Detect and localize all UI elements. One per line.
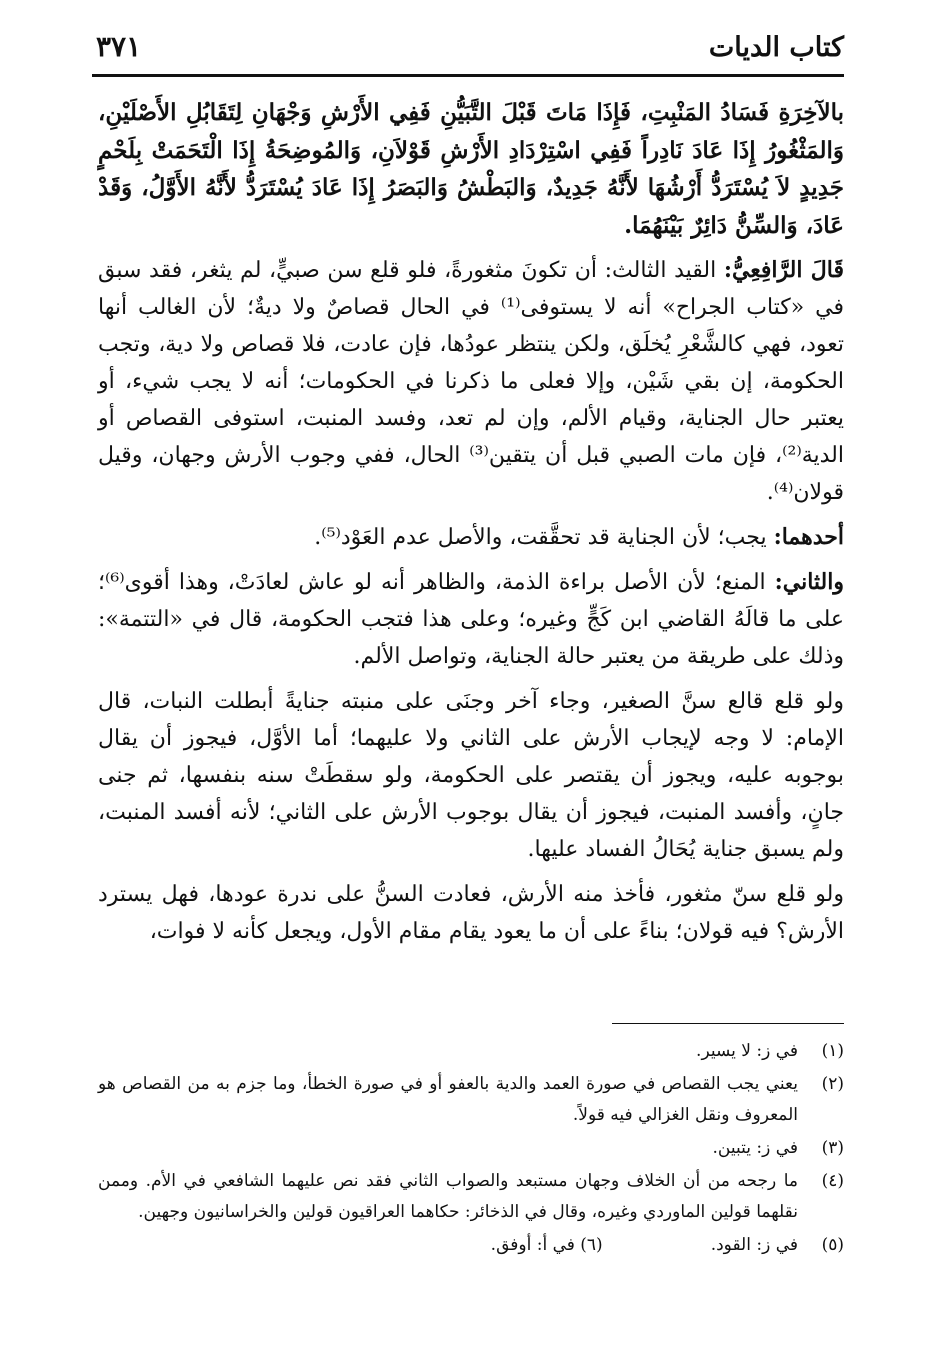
running-title: كتاب الديات	[708, 32, 844, 63]
paragraph-lead: قَالَ الرَّافِعِيُّ:	[723, 257, 844, 283]
paragraph-text: ولو قلع سنّ مثغور، فأخذ منه الأرش، فعادت السنُّ على ندرة عودها، فهل يسترد الأرش؟ فيه قولان؛ بناءً على أن ما يعود يقام مقام الأول، ويجعل كأنه لا فوات،	[98, 882, 844, 944]
commentary-paragraph	[98, 252, 844, 511]
footnote-rule	[612, 1023, 844, 1024]
commentary-paragraph	[98, 683, 844, 868]
footnote-text: في ز: القود.	[710, 1235, 798, 1255]
footnote-number: (٢)	[821, 1074, 844, 1094]
paragraph-lead: والثاني:	[774, 569, 844, 595]
footnote-number: (٥)	[821, 1235, 844, 1255]
paragraph-text: ولو قلع قالع سنَّ الصغير، وجاء آخر وجنَى على منبته جنايةً أبطلت النبات، قال الإمام: لا وجه لإيجاب الأرش على الثاني ولا عليهما؛ أما الأوَّل، فيجوز أن يقال بوجوبه عليه، ويجوز أن يقتصر على الحكومة، ولو سقطَتْ سنه بنفسها، ثم جنى جانٍ، وأفسد المنبت، فيجوز أن يقال بوجوب الأرش على الثاني؛ لأنه أفسد المنبت، ولم يسبق جناية يُحَالُ الفساد عليها.	[98, 689, 844, 862]
page-header	[92, 30, 844, 74]
footnote	[98, 1166, 844, 1228]
footnote	[98, 1133, 844, 1164]
matn-paragraph: بالآخِرَةِ فَسَادُ المَنْبِتِ، فَإِذَا مَاتَ قَبْلَ التَّبَيُّنِ فَفِي الأَرْشِ وَجْهَانِ لِتَقَابُلِ الأَصْلَيْنِ، وَالمَثْغُورُ إِذَا عَادَ نَادِراً فَفِي اسْتِرْدَادِ الأَرْشِ قَوْلاَنِ، وَالمُوضِحَةُ إِذَا الْتَحَمَتْ بِلَحْمٍ جَدِيدٍ لاَ يُسْتَرَدُّ أَرْشُهَا لأَنَّهُ جَدِيدٌ، وَالبَطْشُ وَالبَصَرُ إِذَا عَادَ يُسْتَرَدُّ لأَنَّهُ الأَوَّلُ، وَقَدْ عَادَ، وَالسِّنُّ دَائِرٌ بَيْنَهُمَا.	[98, 99, 844, 239]
footnote-inline: (٦) في أ: أوفق.	[490, 1235, 603, 1255]
footnote-number: (٤)	[821, 1171, 844, 1191]
paragraph-text: يجب؛ لأن الجناية قد تحقَّقت، والأصل عدم العَوْد⁽⁵⁾.	[314, 525, 774, 550]
paragraph-text: المنع؛ لأن الأصل براءة الذمة، والظاهر أنه لو عاش لعادَتْ، وهذا أقوى⁽⁶⁾؛ على ما قالَهُ القاضي ابن كَجٍّ وغيره؛ وعلى هذا فتجب الحكومة، قال في «التتمة»: وذلك على طريقة من يعتبر حالة الجناية، وتواصل الألم.	[98, 570, 844, 669]
footnote-text: يعني يجب القصاص في صورة العمد والدية بالعفو أو في صورة الخطأ، وما جزم به من القصاص هو المعروف ونقل الغزالي فيه قولاً.	[98, 1074, 798, 1125]
footnote	[98, 1069, 844, 1131]
paragraph-text: القيد الثالث: أن تكونَ مثغورةً، فلو قلع سن صبيٍّ، لم يثغر، فقد سبق في «كتاب الجراح» أنه لا يستوفى⁽¹⁾ في الحال قصاصٌ ولا ديةٌ؛ لأن الغالب أنها تعود، فهي كالشَّعْرِ يُخلَق، ولكن ينتظر عودُها، فإن عادت، فلا قصاص ولا دية، وتجب الحكومة، إن بقي شَيْن، وإلا فعلى ما ذكرنا في الحكومات؛ أنه لا يجب شيء، أو يعتبر حال الجناية، وقيام الألم، وإن لم تعد، وفسد المنبت، استوفى القصاص أو الدية⁽²⁾، فإن مات الصبي قبل أن يتقين⁽³⁾ الحال، ففي وجوب الأرش وجهان، وقيل قولان⁽⁴⁾.	[98, 258, 844, 505]
footnote-text-row	[98, 1230, 798, 1261]
page-number: ٣٧١	[96, 30, 142, 63]
first-view-paragraph	[98, 519, 844, 556]
footnote	[98, 1036, 844, 1067]
footnote-text: في ز: يتبين.	[712, 1138, 798, 1158]
commentary-paragraph	[98, 876, 844, 950]
footnote-text: في ز: لا يسير.	[696, 1041, 798, 1061]
footnote-number: (١)	[821, 1041, 844, 1061]
footnote-number: (٣)	[821, 1138, 844, 1158]
main-text	[98, 94, 844, 958]
header-rule	[92, 74, 844, 77]
paragraph-lead: أحدهما:	[773, 524, 844, 550]
footnotes	[98, 1036, 844, 1263]
second-view-paragraph	[98, 564, 844, 675]
footnote	[98, 1230, 844, 1261]
footnote-text: ما رجحه من أن الخلاف وجهان مستبعد والصواب الثاني فقد نص عليهما الشافعي في الأم. وممن نقلهما قولين الماوردي وغيره، وقال في الذخائر: حكاهما العراقيون قولين والخراسانيون وجهين.	[98, 1171, 798, 1222]
